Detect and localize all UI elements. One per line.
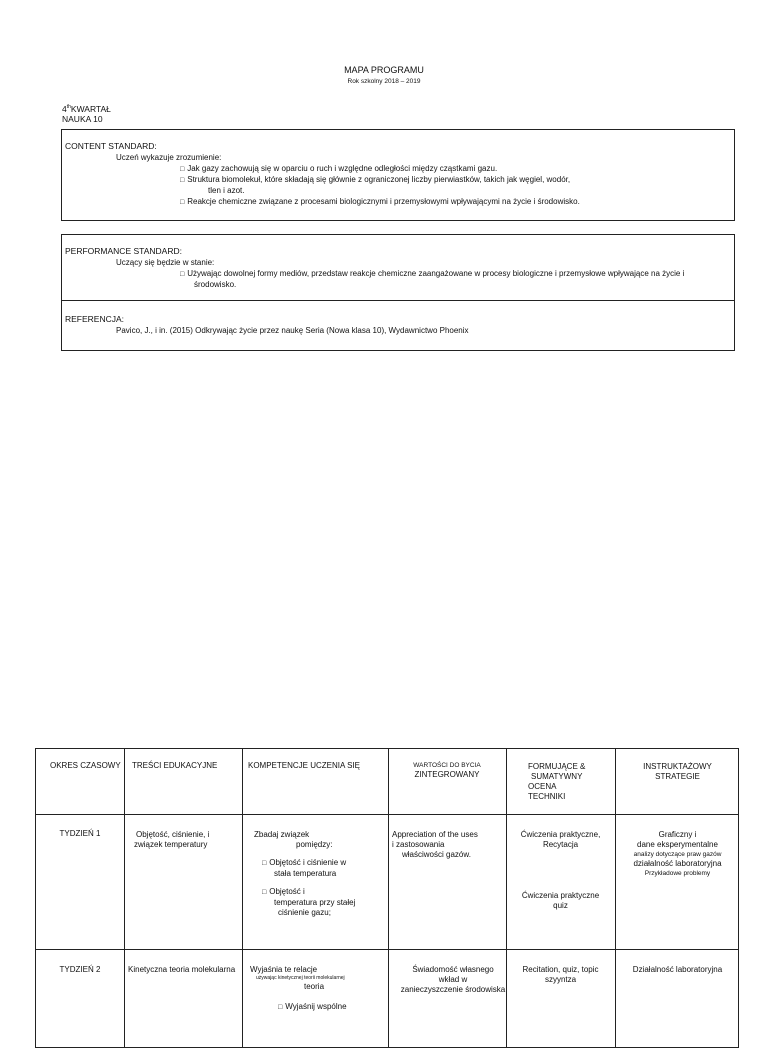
quarter-label: KWARTAŁ <box>70 103 111 114</box>
performance-standard-item: □ Używając dowolnej formy mediów, przedstaw reakcje chemiczne zaangażowane w procesy biologiczne i przemysłowe wpływające na życie i <box>180 269 734 278</box>
quarter-suffix: th <box>66 104 71 110</box>
reference-label: REFERENCJA: <box>65 314 125 324</box>
week1-content: Objętość, ciśnienie, i związek temperatury <box>134 830 210 849</box>
content-standard-intro: Uczeń wykazuje zrozumienie: <box>116 153 222 162</box>
week2-assessment: Recitation, quiz, topic szyyntza <box>522 965 599 984</box>
week1-strategies: Graficzny i dane eksperymentalne analizy dotyczące praw gazów działalność laboratoryjna Przykładowe problemy <box>633 830 722 877</box>
header-strategies: INSTRUKTAŻOWY STRATEGIE <box>643 762 712 781</box>
content-standard-item-3: □ Reakcje chemiczne związane z procesami biologicznymi i przemysłowymi wpływającymi na życie i środowisko. <box>180 197 580 206</box>
week1-competencies: Zbadaj związek pomiędzy: □ Objętość i ciśnienie w stała temperatura □ Objętość i temperatura przy stałej ciśnienie gazu; <box>254 830 355 918</box>
header-values: WARTOŚCI DO BYCIA ZINTEGROWANY <box>413 762 481 779</box>
curriculum-table <box>35 748 739 1048</box>
reference-text: Pavico, J., i in. (2015) Odkrywając życie przez naukę Seria (Nowa klasa 10), Wydawnictwo Phoenix <box>116 326 469 335</box>
header-period: OKRES CZASOWY <box>50 761 121 770</box>
header-assessment: FORMUJĄCE & SUMATYWNY OCENA TECHNIKI <box>528 762 586 801</box>
week2-content: Kinetyczna teoria molekularna <box>128 965 236 974</box>
week1-values: Appreciation of the uses i zastosowania właściwości gazów. <box>392 830 478 859</box>
quarter-heading <box>62 102 111 124</box>
week2-period: TYDZIEŃ 2 <box>59 965 101 974</box>
header-content: TREŚCI EDUKACYJNE <box>132 761 218 770</box>
quarter-number: 4 <box>62 103 67 114</box>
content-standard-item-1: □ Jak gazy zachowują się w oparciu o ruch i względne odległości między cząstkami gazu. <box>180 164 497 173</box>
content-standard-item-2: □ Struktura biomolekuł, które składają się głównie z ograniczonej liczby pierwiastków, takich jak węgiel, wodór, <box>180 175 570 184</box>
week1-comp-bullet-2: □ Objętość i <box>254 887 355 898</box>
performance-standard-label: PERFORMANCE STANDARD: <box>65 246 182 256</box>
week2-values: Świadomość własnego wkład w zanieczyszczenie środowiska <box>400 965 506 994</box>
week2-competencies: Wyjaśnia te relacje używając kinetycznej teorii molekularnej teoria □ Wyjaśnij wspólne <box>250 965 347 1013</box>
performance-standard-box <box>61 234 735 351</box>
section-divider <box>62 300 734 301</box>
content-standard-item-2-cont: tlen i azot. <box>208 186 245 195</box>
page-title: MAPA PROGRAMU <box>344 65 424 75</box>
week2-strategies: Działalność laboratoryjna <box>632 965 723 974</box>
column-divider <box>242 749 243 1047</box>
week1-assessment: Ćwiczenia praktyczne, Recytacja Ćwiczenia praktyczne quiz <box>520 830 601 910</box>
page-subtitle: Rok szkolny 2018 – 2019 <box>347 78 421 85</box>
performance-standard-item-cont: środowisko. <box>194 280 237 289</box>
column-divider <box>615 749 616 1047</box>
header-competencies: KOMPETENCJE UCZENIA SIĘ <box>248 761 361 770</box>
column-divider <box>124 749 125 1047</box>
content-standard-box <box>61 129 735 221</box>
week2-comp-bullet-1: □ Wyjaśnij wspólne <box>250 1002 347 1013</box>
performance-standard-intro: Uczący się będzie w stanie: <box>116 258 215 267</box>
week1-comp-bullet-1: □ Objętość i ciśnienie w <box>254 858 355 869</box>
week1-period: TYDZIEŃ 1 <box>59 829 101 838</box>
subject-label: NAUKA 10 <box>62 113 103 124</box>
row-divider <box>36 949 738 950</box>
content-standard-label: CONTENT STANDARD: <box>65 141 157 151</box>
column-divider <box>388 749 389 1047</box>
row-divider <box>36 814 738 815</box>
